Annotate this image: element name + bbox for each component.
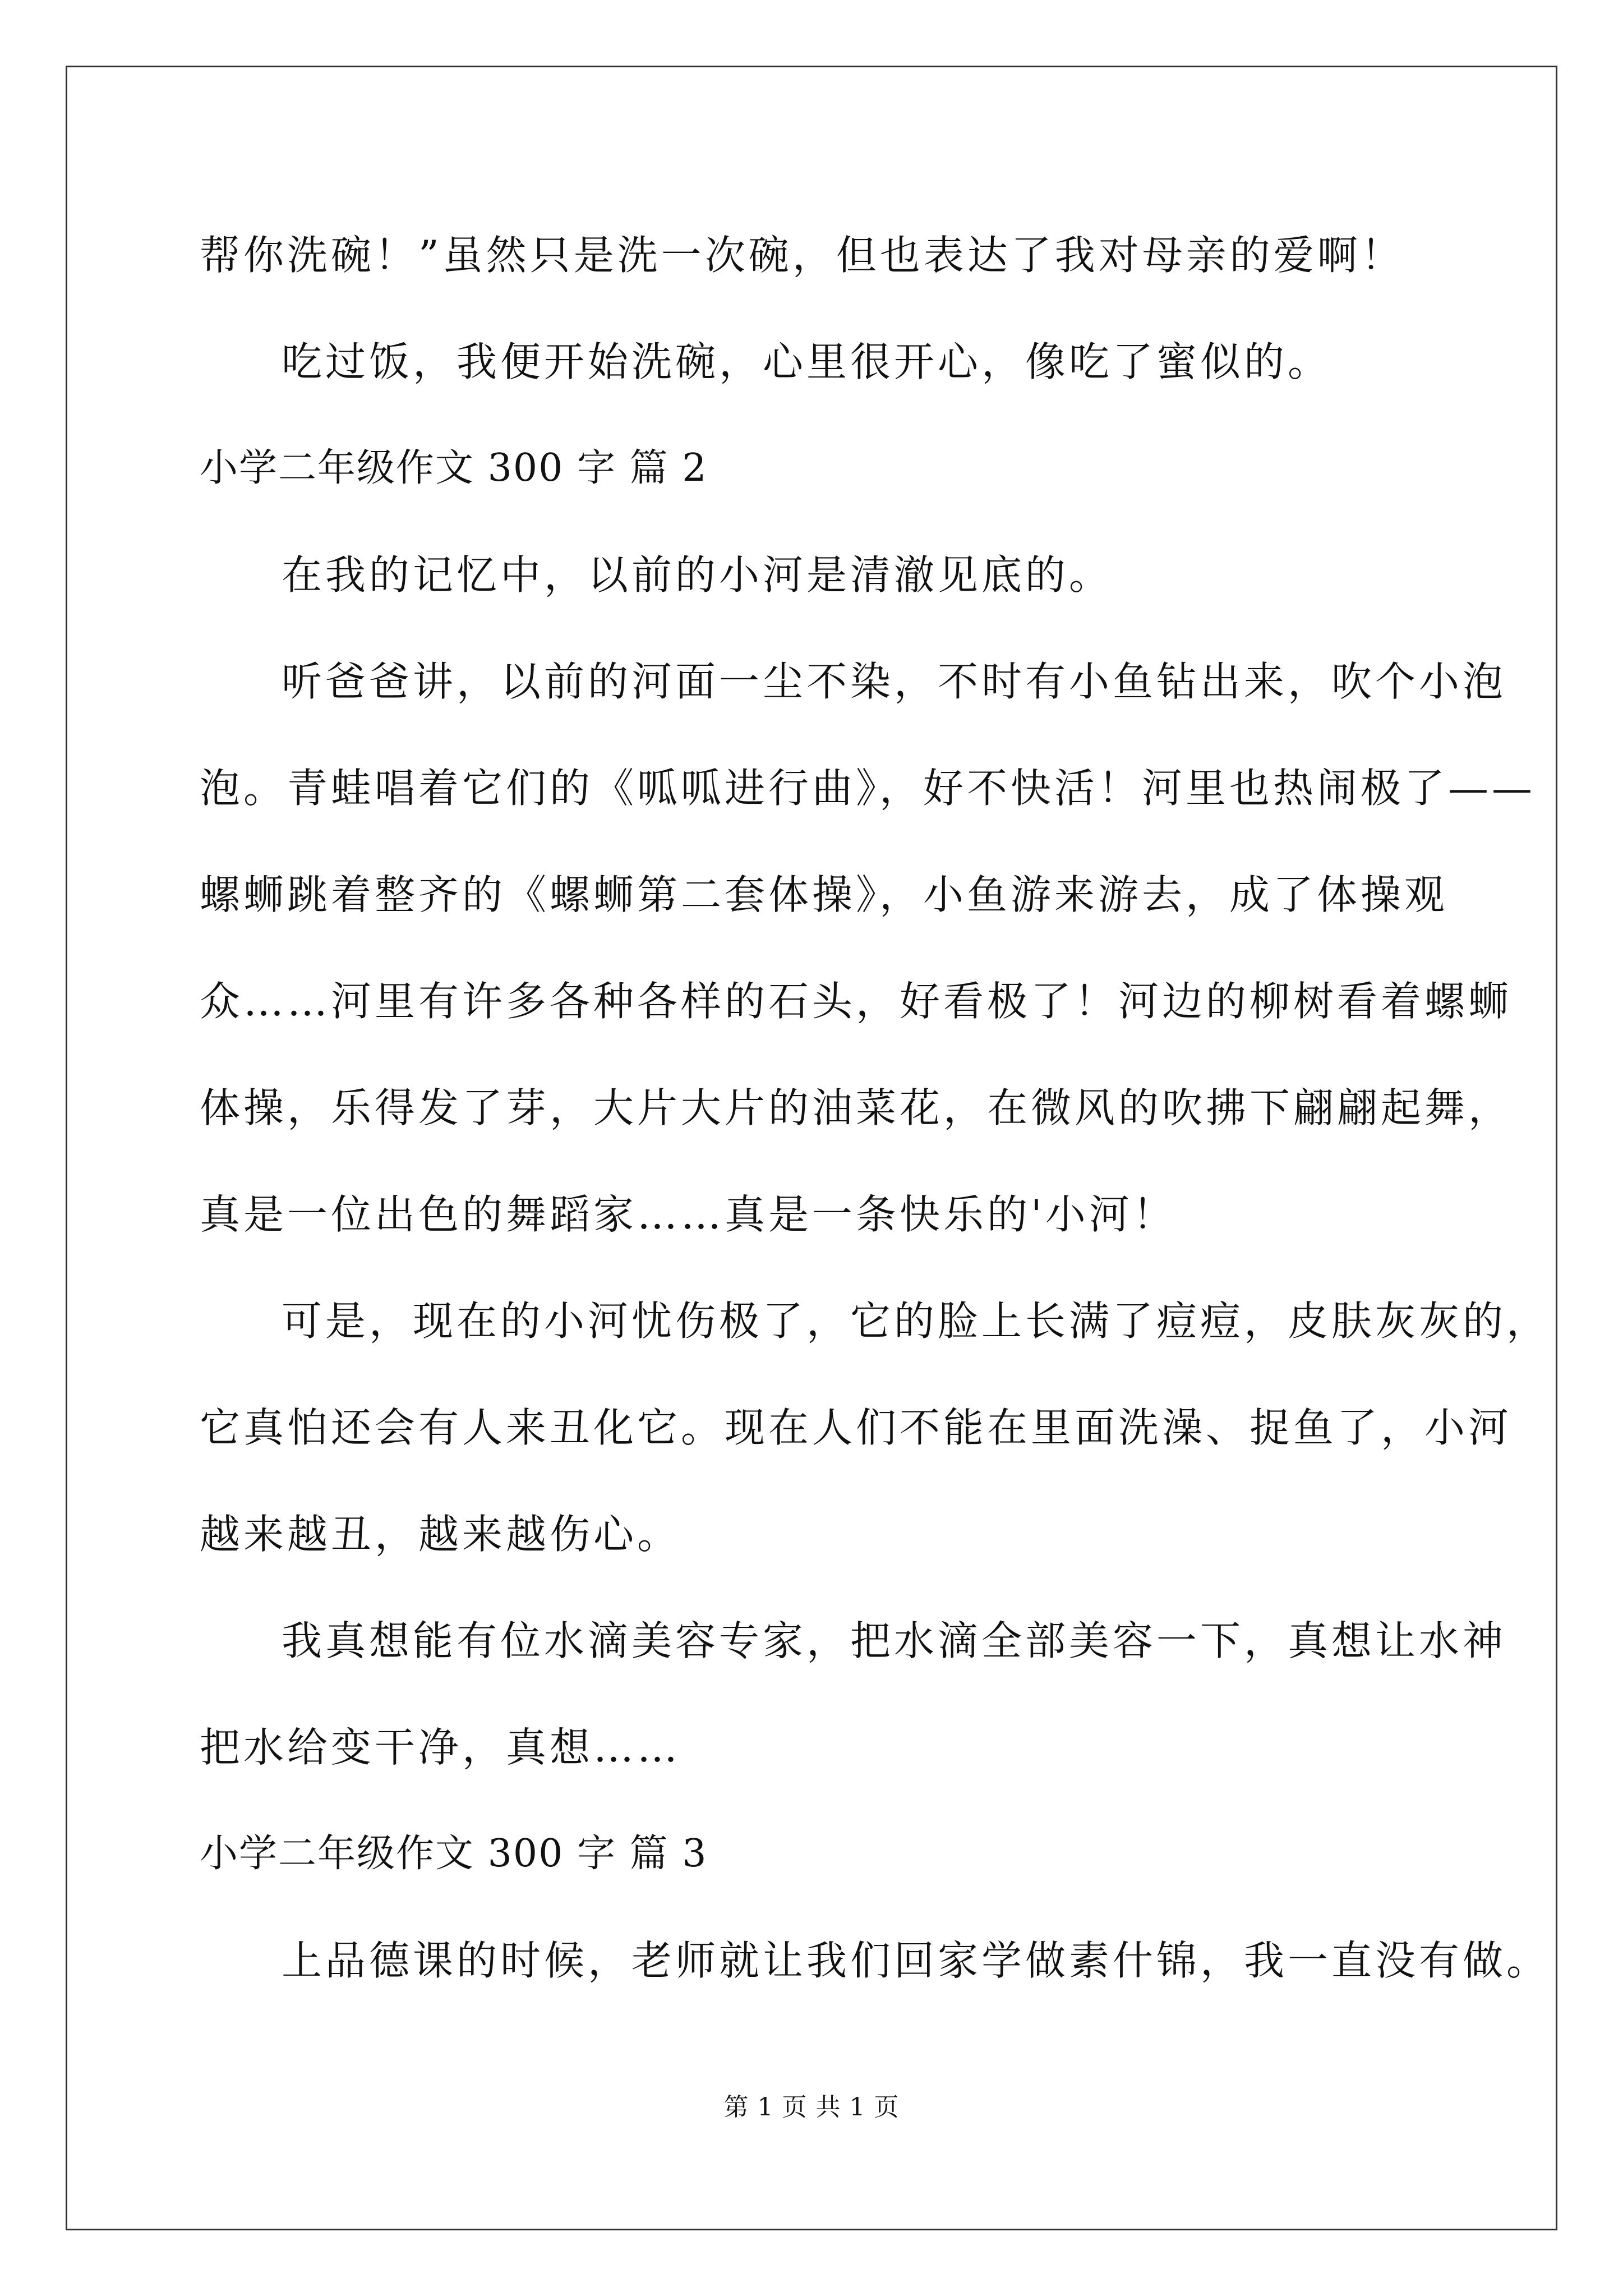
text-line: 真是一位出色的舞蹈家……真是一条快乐的'小河！ xyxy=(200,1191,1177,1238)
text-line: 越来越丑，越来越伤心。 xyxy=(200,1511,681,1558)
page-number: 第 1 页 共 1 页 xyxy=(723,2093,900,2122)
text-line: 把水给变干净，真想…… xyxy=(200,1724,681,1771)
text-line: 螺蛳跳着整齐的《螺蛳第二套体操》，小鱼游来游去，成了体操观 xyxy=(200,871,1449,918)
text-line: 众……河里有许多各种各样的石头，好看极了！河边的柳树看着螺蛳 xyxy=(200,978,1513,1025)
text-line: 泡。青蛙唱着它们的《呱呱进行曲》，好不快活！河里也热闹极了—— xyxy=(200,765,1536,812)
text-line: 它真怕还会有人来丑化它。现在人们不能在里面洗澡、捉鱼了，小河 xyxy=(200,1404,1513,1451)
text-line: 听爸爸讲，以前的河面一尘不染，不时有小鱼钻出来，吹个小泡 xyxy=(282,658,1507,705)
text-line: 我真想能有位水滴美容专家，把水滴全部美容一下，真想让水神 xyxy=(282,1617,1507,1664)
text-line: 在我的记忆中，以前的小河是清澈见底的。 xyxy=(282,551,1113,599)
text-line: 上品德课的时候，老师就让我们回家学做素什锦，我一直没有做。 xyxy=(282,1937,1551,1984)
text-line: 可是，现在的小河忧伤极了，它的脸上长满了痘痘，皮肤灰灰的， xyxy=(282,1297,1551,1345)
section-heading: 小学二年级作文 300 字 篇 2 xyxy=(200,446,708,490)
text-line: 体操，乐得发了芽，大片大片的油菜花，在微风的吹拂下翩翩起舞， xyxy=(200,1084,1513,1131)
section-heading: 小学二年级作文 300 字 篇 3 xyxy=(200,1832,708,1876)
text-line: 帮你洗碗！”虽然只是洗一次碗，但也表达了我对母亲的爱啊！ xyxy=(200,232,1405,279)
document-body xyxy=(200,202,1551,2014)
text-line: 吃过饭，我便开始洗碗，心里很开心，像吃了蜜似的。 xyxy=(282,338,1332,385)
